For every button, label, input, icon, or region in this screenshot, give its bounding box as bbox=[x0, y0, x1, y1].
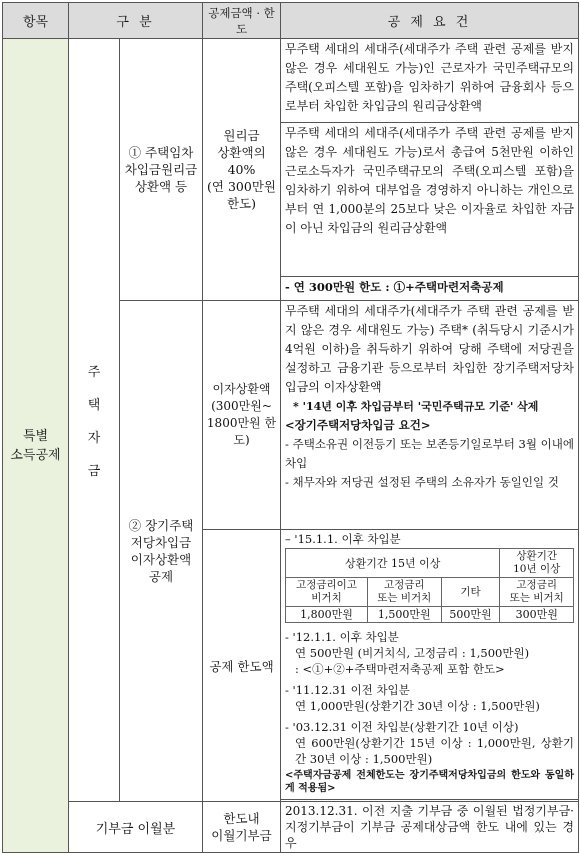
housing-char-3: 자 bbox=[87, 431, 101, 446]
limit-table bbox=[285, 548, 574, 623]
item-special-income-deduction: 특별 소득공제 bbox=[3, 39, 69, 853]
header-amount: 공제금액 · 한도 bbox=[203, 3, 281, 39]
header-row bbox=[3, 3, 579, 39]
limit-group-15y: 상환기간 15년 이상 bbox=[286, 549, 500, 578]
housing-char-2: 택 bbox=[87, 398, 101, 413]
requirement-mortgage-main: 무주택 세대의 세대주가(세대주가 주택 관련 공제를 받지 않은 경우 세대원도 가능) 주택* (취득당시 기준시가 4억원 이하)을 취득하기 위하여 당해 주택에 저당권을 설정하고 금융기관 등으로부터 차입한 장기주택저당차입금의 이자상환액 bbox=[285, 304, 574, 394]
requirement-mortgage-star: * '14년 이후 차입금부터 '국민주택규모 기준' 삭제 bbox=[293, 400, 539, 413]
category-rent-loan: ① 주택임차 차입금원리금 상환액 등 bbox=[120, 39, 203, 301]
limit-group-10y: 상환기간 10년 이상 bbox=[500, 549, 574, 578]
before-2011-line-1: 연 1,000만원(상환기간 30년 이상 : 1,500만원) bbox=[295, 699, 540, 713]
requirement-mortgage-limits bbox=[281, 530, 579, 800]
before-2011-title: - '11.12.31 이전 차입분 bbox=[285, 683, 410, 697]
limit-value: 1,800만원 bbox=[286, 607, 368, 623]
after-2012-line-1: 연 500만원 (비거치식, 고정금리 : 1,500만원) bbox=[295, 646, 530, 660]
deduction-table bbox=[2, 2, 579, 853]
limit-col-header: 고정금리 또는 비거치 bbox=[368, 578, 442, 607]
table-row bbox=[3, 802, 579, 853]
before-2003-title: - '03.12.31 이전 차입분(상환기간 10년 이상) bbox=[285, 720, 519, 734]
requirement-rent-note: - 연 300만원 한도 : ①+주택마련저축공제 bbox=[281, 277, 579, 301]
after-2015-title: – '15.1.1. 이후 차입분 bbox=[285, 532, 401, 546]
category-donation: 기부금 이월분 bbox=[69, 802, 203, 853]
limit-value: 300만원 bbox=[500, 607, 574, 623]
requirement-mortgage-cond-title: <장기주택저당차입금 요건> bbox=[285, 418, 431, 432]
requirement-mortgage bbox=[281, 301, 579, 530]
limit-value: 1,500만원 bbox=[368, 607, 442, 623]
requirement-rent-2: 무주택 세대의 세대주(세대주가 주택 관련 공제를 받지 않은 경우 세대원도 가능)로서 총급여 5천만원 이하인 근로소득자가 국민주택규모의 주택(오피스텔 포함)을 임차하기 위하여 대부업을 경영하지 아니하는 개인으로부터 연 1,000분의 25보다 낮은 이자율로 차입한 자금이 아닌 차입금의 원리금상환액 bbox=[281, 123, 579, 277]
limit-col-header: 기타 bbox=[441, 578, 500, 607]
requirement-rent-1: 무주택 세대의 세대주(세대주가 주택 관련 공제를 받지 않은 경우 세대원도 가능)인 근로자가 국민주택규모의 주택(오피스텔 포함)을 임차하기 위하여 금융회사 등으로부터 차입한 차입금의 원리금상환액 bbox=[281, 39, 579, 123]
housing-char-4: 금 bbox=[87, 464, 101, 479]
total-limit-note: <주택자금공제 전체한도는 장기주택저당차입금의 한도와 동일하게 적용됨> bbox=[285, 770, 574, 794]
requirement-mortgage-cond-1: - 주택소유권 이전등기 또는 보존등기일로부터 3월 이내에 차입 bbox=[285, 437, 574, 470]
requirement-mortgage-cond-2: - 채무자와 저당권 설정된 주택의 소유자가 동일인일 것 bbox=[285, 475, 559, 489]
limit-col-header: 고정금리 또는 비거치 bbox=[500, 578, 574, 607]
housing-char-1: 주 bbox=[87, 365, 101, 380]
header-requirements: 공 제 요 건 bbox=[281, 3, 579, 39]
limit-col-header: 고정금리이고 비거치 bbox=[286, 578, 368, 607]
header-item: 항목 bbox=[3, 3, 69, 39]
housing-fund-group bbox=[69, 39, 120, 802]
after-2012-line-2: : <①+②+주택마련저축공제 포함 한도> bbox=[295, 662, 505, 676]
limit-value: 500만원 bbox=[441, 607, 500, 623]
header-category: 구 분 bbox=[69, 3, 203, 39]
requirement-donation: 2013.12.31. 이전 지출 기부금 중 이월된 법정기부금·지정기부금이 기부금 공제대상금액 한도 내에 있는 경우 bbox=[281, 802, 579, 853]
amount-rent-loan: 원리금 상환액의 40% (연 300만원 한도) bbox=[203, 39, 281, 301]
before-2003-line-1: 연 600만원(상환기간 15년 이상 : 1,000만원, 상환기간 30년 이상 : 1,500만원) bbox=[295, 736, 574, 766]
amount-donation: 한도내 이월기부금 bbox=[203, 802, 281, 853]
category-mortgage: ② 장기주택 저당차입금 이자상환액 공제 bbox=[120, 301, 203, 802]
amount-mortgage-limit: 공제 한도액 bbox=[203, 530, 281, 802]
after-2012-title: - '12.1.1. 이후 차입분 bbox=[285, 630, 399, 644]
table-row bbox=[3, 39, 579, 123]
amount-mortgage-interest: 이자상환액 (300만원~ 1800만원 한도) bbox=[203, 301, 281, 530]
